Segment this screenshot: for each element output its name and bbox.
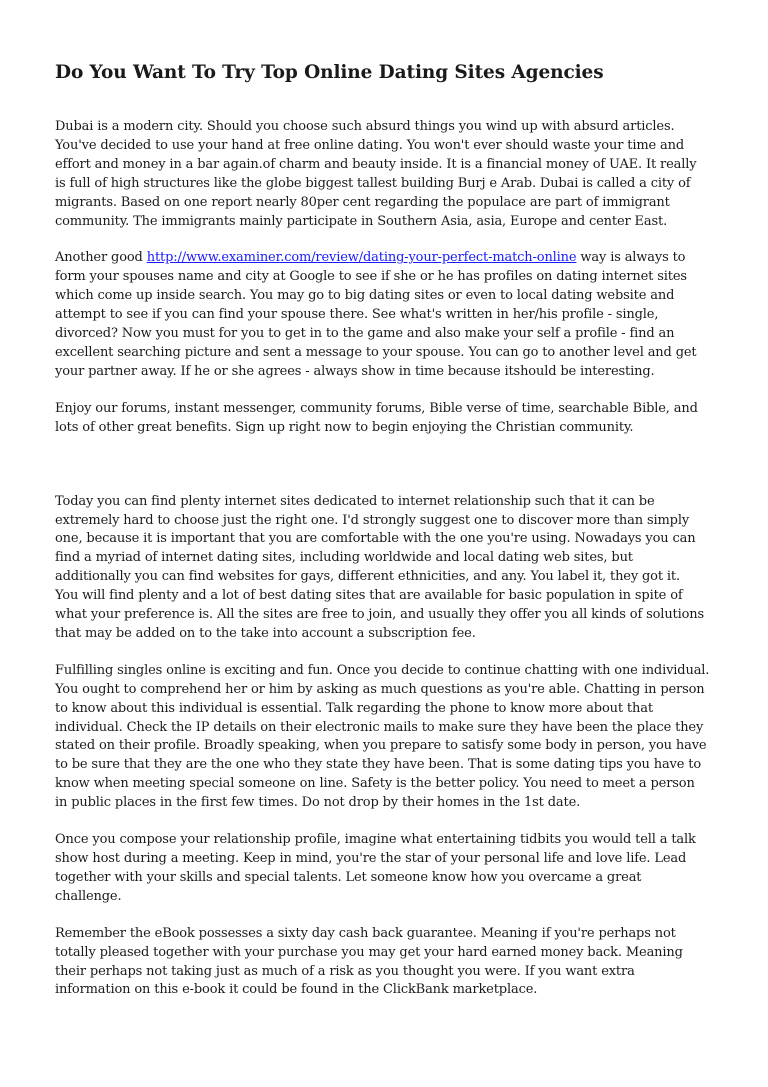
text-line: You will find plenty and a lot of best dating sites that are available for basic population in spite of [55, 588, 683, 604]
text-line: what your preference is. All the sites are free to join, and usually they offer you all kinds of solutions [55, 607, 705, 623]
page-title: Do You Want To Try Top Online Dating Sites Agencies [55, 62, 604, 83]
text-line: stated on their profile. Broadly speaking, when you prepare to satisfy some body in person, you have [55, 738, 707, 754]
paragraph-relationship-profile [55, 831, 720, 907]
text-line: Once you compose your relationship profile, imagine what entertaining tidbits you would tell a talk [55, 832, 696, 848]
text-line: You've decided to use your hand at free online dating. You won't ever should waste your time and [55, 137, 685, 153]
text-line: You ought to comprehend her or him by asking as much questions as you're able. Chatting in person [55, 681, 705, 697]
text-line: effort and money in a bar again.of charm and beauty inside. It is a financial money of UAE. It really [55, 156, 697, 172]
text-line: one, because it is important that you are comfortable with the one you're using. Nowadays you can [55, 531, 696, 547]
text-line: information on this e-book it could be found in the ClickBank marketplace. [55, 982, 538, 998]
text-line: lots of other great benefits. Sign up right now to begin enjoying the Christian community. [55, 419, 634, 435]
text-line: that may be added on to the take into account a subscription fee. [55, 625, 476, 641]
paragraph-another-good [55, 249, 720, 381]
text-line: is full of high structures like the globe biggest tallest building Burj e Arab. Dubai is called a city of [55, 175, 691, 191]
text-line: Fulfilling singles online is exciting and fun. Once you decide to continue chatting with one individual. [55, 662, 710, 678]
text-line: Today you can find plenty internet sites dedicated to internet relationship such that it can be [55, 493, 655, 509]
paragraph-dubai [55, 118, 720, 231]
paragraph-ebook-guarantee [55, 925, 720, 1001]
text-line-with-link [55, 249, 720, 268]
text-line: migrants. Based on one report nearly 80per cent regarding the populace are part of immigrant [55, 194, 670, 210]
text-line: totally pleased together with your purchase you may get your hard earned money back. Meaning [55, 944, 683, 960]
text-line: individual. Check the IP details on their electronic mails to make sure they have been the place they [55, 719, 704, 735]
text-line: challenge. [55, 888, 122, 904]
text-line: excellent searching picture and sent a message to your spouse. You can go to another level and get [55, 344, 697, 360]
text-line: form your spouses name and city at Google to see if she or he has profiles on dating internet sites [55, 269, 687, 285]
link-prefix: Another good [55, 250, 147, 266]
text-line: attempt to see if you can find your spouse there. See what's written in her/his profile - single, [55, 307, 659, 323]
text-line: Enjoy our forums, instant messenger, community forums, Bible verse of time, searchable Bible, and [55, 400, 698, 416]
text-line: their perhaps not taking just as much of a risk as you thought you were. If you want extra [55, 963, 635, 979]
text-line: extremely hard to choose just the right one. I'd strongly suggest one to discover more than simply [55, 512, 690, 528]
paragraph-forums [55, 400, 720, 438]
text-line: community. The immigrants mainly participate in Southern Asia, asia, Europe and center East. [55, 213, 668, 229]
text-line: in public places in the first few times. Do not drop by their homes in the 1st date. [55, 795, 581, 811]
blank-gap [55, 456, 720, 493]
text-line: together with your skills and special talents. Let someone know how you overcame a great [55, 869, 642, 885]
text-line: to know about this individual is essential. Talk regarding the phone to know more about that [55, 700, 653, 716]
link-suffix: way is always to [576, 250, 686, 266]
text-line: your partner away. If he or she agrees - always show in time because itshould be interesting. [55, 363, 655, 379]
paragraph-fulfilling-singles [55, 662, 720, 813]
paragraph-plenty-sites [55, 493, 720, 644]
text-line: which come up inside search. You may go to big dating sites or even to local dating website and [55, 288, 675, 304]
text-line: Dubai is a modern city. Should you choose such absurd things you wind up with absurd articles. [55, 119, 675, 134]
text-line: to be sure that they are the one who they state they have been. That is some dating tips you have to [55, 757, 702, 773]
text-line: additionally you can find websites for gays, different ethnicities, and any. You label it, they got it. [55, 569, 680, 585]
text-line: find a myriad of internet dating sites, including worldwide and local dating web sites, but [55, 550, 633, 566]
text-line: divorced? Now you must for you to get in to the game and also make your self a profile - find an [55, 326, 675, 342]
text-line: Remember the eBook possesses a sixty day cash back guarantee. Meaning if you're perhaps not [55, 925, 676, 941]
examiner-link[interactable]: http://www.examiner.com/review/dating-your-perfect-match-online [146, 250, 577, 266]
text-line: know when meeting special someone on line. Safety is the better policy. You need to meet a person [55, 776, 695, 792]
text-line: show host during a meeting. Keep in mind, you're the star of your personal life and love life. Lead [55, 851, 687, 866]
